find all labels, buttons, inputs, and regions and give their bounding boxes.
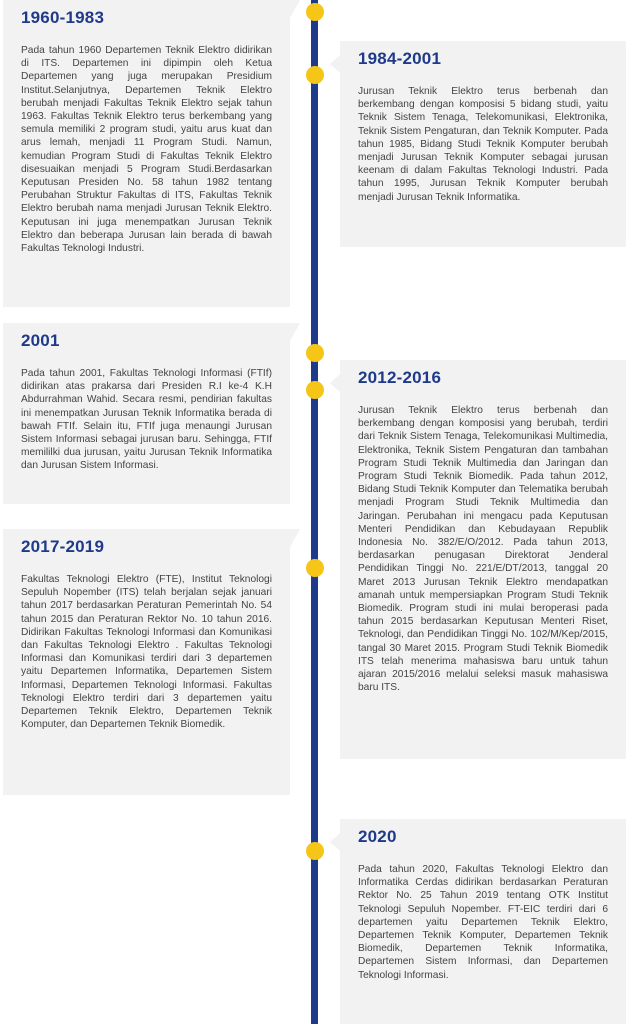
timeline-description: Jurusan Teknik Elektro terus berbenah dan berkembang dengan komposisi 5 bidang studi, yaitu Teknik Sistem Tenaga, Telekomunikasi, Elektronika, Teknik Sistem Pengaturan, dan Teknik Komputer. Pada tahun 1985, Bidang Studi Teknik Komputer berubah menjadi Jurusan Teknik Komputer sebagai jurusan keenam di dalam Fakultas Teknologi Industri. Pada tahun 1995, Jurusan Teknik Komputer berubah menjadi Jurusan Teknik Informatika.	[358, 86, 608, 203]
timeline-description: Pada tahun 2001, Fakultas Teknologi Informasi (FTIf) didirikan atas prakarsa dari Presiden R.I ke-4 K.H Abdurrahman Wahid. Secara resmi, pendirian fakultas ini menempatkan Jurusan Teknik Informatika berada di bawah FTIf. Selain itu, FTIf juga menaungi Jurusan Sistem Informasi sebagai jurusan baru. Sehingga, FTIf memililki dua jurusan, yaitu Jurusan Teknik Informatika dan Jurusan Sistem Informasi.	[21, 368, 272, 472]
timeline-card-2012-2016	[340, 360, 626, 759]
timeline-dot-1960	[306, 3, 324, 21]
timeline-card-1960-1983	[3, 0, 290, 307]
timeline-year: 2020	[358, 827, 397, 846]
timeline-year: 2017-2019	[21, 537, 105, 556]
timeline-description: Pada tahun 1960 Departemen Teknik Elektro didirikan di ITS. Departemen ini dipimpin oleh Ketua Departemen yang juga merupakan Presidium Institut.Selanjutnya, Departemen Teknik Elektro berubah menjadi Fakultas Teknik Elektro sejak tahun 1963. Fakultas Teknik Elektro terus berkembang yang semula memiliki 2 program studi, yaitu arus kuat dan arus lemah, menjadi 11 Program Studi. Namun, kemudian Program Studi di Fakultas Teknik Elektro disesuaikan menjadi 5 Program Studi.Berdasarkan Keputusan Presiden No. 58 tahun 1982 tentang Perubahan Struktur Fakultas di ITS, Fakultas Teknik Elektro berubah nama menjadi Jurusan Teknik Elektro. Keputusan ini juga menempatkan Jurusan Teknik Elektro dan beberapa Jurusan lain berada di bawah Fakultas Teknologi Industri.	[21, 45, 272, 255]
timeline-dot-2020	[306, 842, 324, 860]
timeline-description: Fakultas Teknologi Elektro (FTE), Institut Teknologi Sepuluh Nopember (ITS) telah berjalan sejak januari tahun 2017 berdasarkan Peraturan Pemerintah No. 54 tahun 2015 dan Peraturan Rektor No. 10 tahun 2016. Didirikan Fakultas Teknologi Informasi dan Komunikasi dan Fakultas Teknologi Elektro . Fakultas Teknologi Informasi dan Komunikasi terdiri dari 3 departemen yaitu Departemen Informatika, Departemen Sistem Informasi, Departemen Teknologi Informasi. Fakultas Teknologi Elektro terdiri dari 3 departemen yaitu Departemen Teknik Elektro, Departemen Teknik Komputer, dan Departemen Teknik Biomedik.	[21, 574, 272, 731]
timeline-year: 2012-2016	[358, 368, 442, 387]
timeline-dot-2001	[306, 344, 324, 362]
timeline-card-1984-2001	[340, 41, 626, 247]
timeline-year: 1960-1983	[21, 8, 105, 27]
timeline-description: Pada tahun 2020, Fakultas Teknologi Elektro dan Informatika Cerdas didirikan berdasarkan Peraturan Rektor No. 25 Tahun 2019 tentang OTK Institut Teknologi Sepuluh Nopember. FT-EIC terdiri dari 6 departemen yaitu Departemen Teknik Elektro, Departemen Teknik Komputer, Departemen Teknik Biomedik, Departemen Teknik Informatika, Departemen Sistem Informasi, dan Departemen Teknologi Informasi.	[358, 864, 608, 981]
timeline-axis	[311, 0, 318, 1024]
timeline-dot-2017	[306, 559, 324, 577]
timeline-year: 1984-2001	[358, 49, 442, 68]
timeline-card-2017-2019	[3, 529, 290, 795]
timeline-year: 2001	[21, 331, 60, 350]
timeline-dot-2012	[306, 381, 324, 399]
timeline-description: Jurusan Teknik Elektro terus berbenah dan berkembang dengan komposisi yang berubah, terdiri dari Teknik Sistem Tenaga, Telekomunikasi Multimedia, Elektronika, Teknik Sistem Pengaturan dan tambahan Program Studi Teknik Multimedia dan Jaringan dan Program Studi Teknik Biomedik. Pada tahun 2012, Bidang Studi Teknik Komputer dan Telematika berubah menjadi Program Studi Teknik Multimedia dan Jaringan. Perubahan ini mengacu pada Keputusan Menteri Pendidikan dan Kebudayaan Republik Indonesia No. 382/E/O/2012. Pada tahun 2013, berdasarkan penugasan Direktorat Jenderal Pendidikan Tinggi No. 221/E/DT/2013, tanggal 20 Maret 2013 Jurusan Teknik Elektro mendapatkan amanah untuk mempersiapkan Program Studi Teknik Biomedik. Program studi ini mulai beroperasi pada tahun 2015 berdasarkan Keputusan Menteri Riset, Teknologi, dan Pendidikan Tinggi No. 102/M/Kep/2015, tangal 30 Maret 2015. Program Studi Teknik Biomedik ITS telah menerima mahasiswa baru untuk tahun ajaran 2015/2016 melalui seleksi masuk mahasiswa baru ITS.	[358, 405, 608, 694]
timeline-card-2001	[3, 323, 290, 504]
timeline-dot-1984	[306, 66, 324, 84]
timeline-card-2020	[340, 819, 626, 1024]
